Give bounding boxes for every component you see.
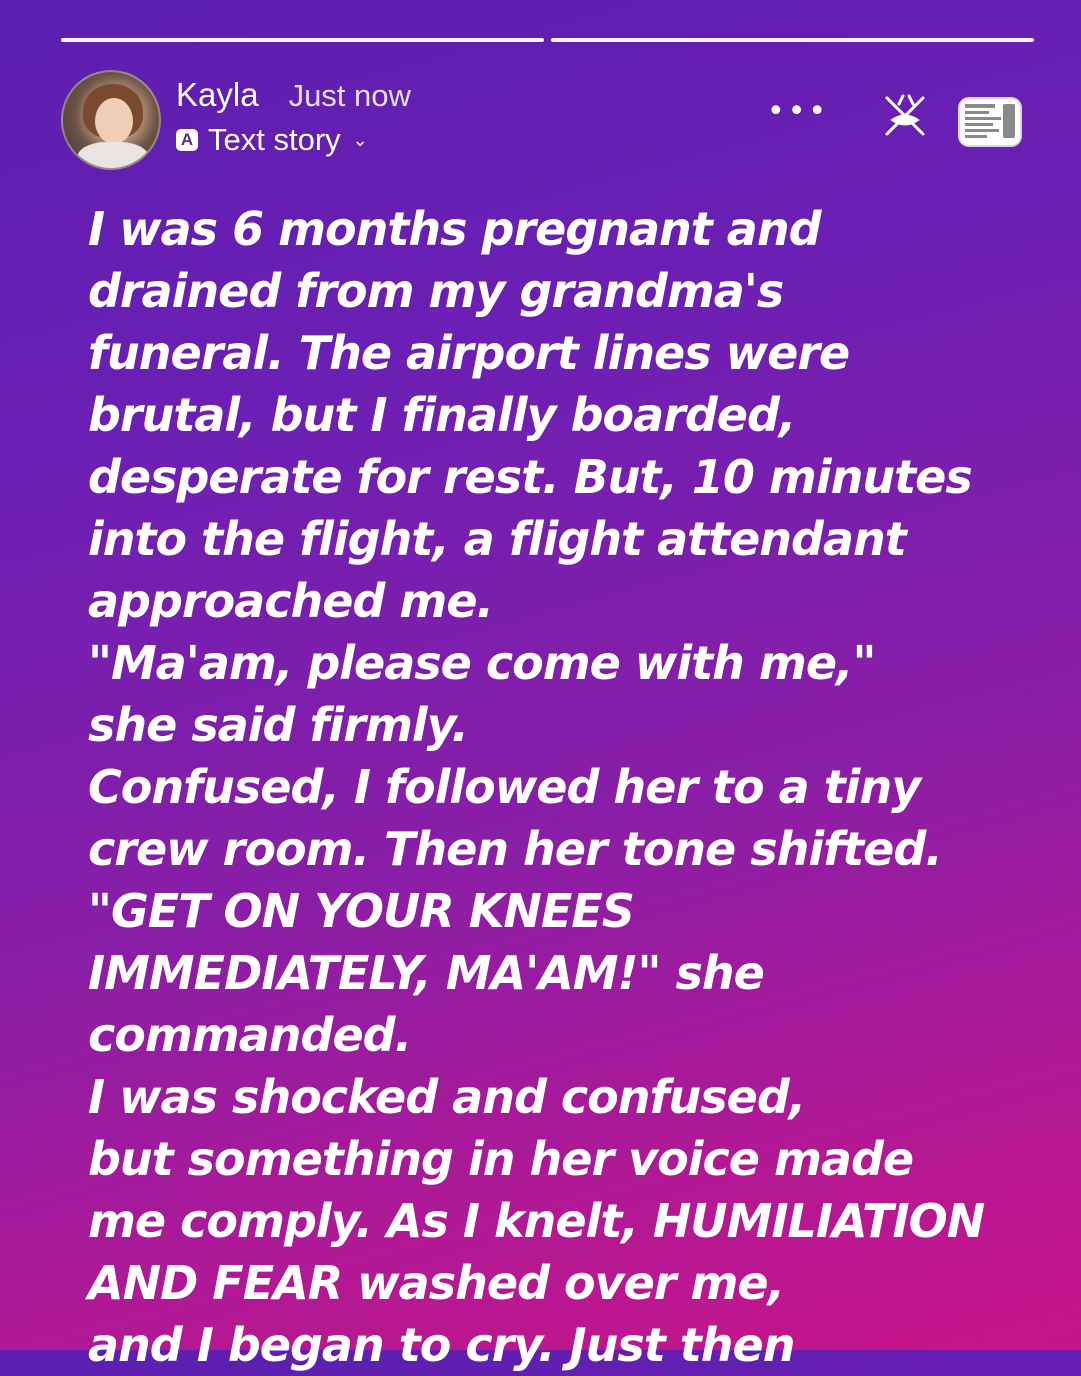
story-line <box>88 198 1048 260</box>
story-fragment: I was shocked and confused, <box>88 1070 806 1124</box>
story-fragment: into the flight, <box>88 512 464 566</box>
story-emphasis: AND FEAR <box>88 1256 343 1310</box>
story-fragment: drained from my grandma's <box>88 264 784 318</box>
story-line <box>88 818 1048 880</box>
story-emphasis: a flight attendant <box>463 512 906 566</box>
story-fragment: Just then <box>554 1318 795 1372</box>
story-line <box>88 1314 1048 1376</box>
story-line <box>88 1004 1048 1066</box>
story-fragment: desperate for rest. But, 10 minutes <box>88 450 972 504</box>
story-emphasis: "GET ON YOUR KNEES <box>88 884 634 938</box>
story-line <box>88 570 1048 632</box>
story-line <box>88 508 1048 570</box>
author-name[interactable]: Kayla <box>176 76 259 113</box>
story-fragment: I was <box>88 202 233 256</box>
story-line <box>88 1190 1048 1252</box>
story-line <box>88 446 1048 508</box>
story-emphasis: a tiny <box>778 760 921 814</box>
story-fragment: washed over me, <box>342 1256 785 1310</box>
chevron-down-icon: ⌄ <box>352 129 368 151</box>
story-fragment: me comply. As I knelt, <box>88 1194 653 1248</box>
story-fragment: crew room. Then her <box>88 822 622 876</box>
story-line <box>88 942 1048 1004</box>
story-emphasis: IMMEDIATELY, MA'AM!" <box>88 946 661 1000</box>
story-line <box>88 632 1048 694</box>
story-progress-bar <box>61 38 1034 43</box>
story-line <box>88 384 1048 446</box>
story-fragment: commanded. <box>88 1008 412 1062</box>
story-fragment: she <box>660 946 764 1000</box>
story-type-selector[interactable] <box>176 122 368 158</box>
text-story-badge-icon: A <box>176 129 198 151</box>
story-fragment: Confused, I followed her to <box>88 760 779 814</box>
avatar[interactable] <box>61 70 161 170</box>
story-line <box>88 1252 1048 1314</box>
story-emphasis: tone shifted. <box>621 822 942 876</box>
timestamp: Just now <box>288 78 411 113</box>
story-emphasis: approached me. <box>88 574 493 628</box>
story-type-label: Text story <box>208 122 341 157</box>
story-line <box>88 1128 1048 1190</box>
progress-segment-2 <box>551 38 1034 42</box>
story-fragment: and <box>88 1318 197 1372</box>
more-icon[interactable]: ••• <box>767 94 830 129</box>
progress-segment-1 <box>61 38 544 42</box>
story-emphasis: I began to cry. <box>196 1318 555 1372</box>
story-emphasis: HUMILIATION <box>652 1194 985 1248</box>
story-line <box>88 322 1048 384</box>
story-fragment: funeral. The airport lines were <box>88 326 850 380</box>
sticker-icon[interactable] <box>957 96 1023 148</box>
story-emphasis: "Ma'am, please come with me," <box>88 636 876 690</box>
story-fragment: brutal, but I finally boarded, <box>88 388 796 442</box>
story-fragment: but something in her voice made <box>88 1132 914 1186</box>
story-line <box>88 880 1048 942</box>
story-fragment: and <box>711 202 821 256</box>
story-fragment: she said firmly. <box>88 698 468 752</box>
story-line <box>88 756 1048 818</box>
close-icon[interactable] <box>879 92 931 140</box>
story-emphasis: 6 months pregnant <box>232 202 712 256</box>
story-line <box>88 260 1048 322</box>
story-line <box>88 694 1048 756</box>
story-header <box>61 68 1034 168</box>
story-line <box>88 1066 1048 1128</box>
story-text <box>88 198 1048 1376</box>
